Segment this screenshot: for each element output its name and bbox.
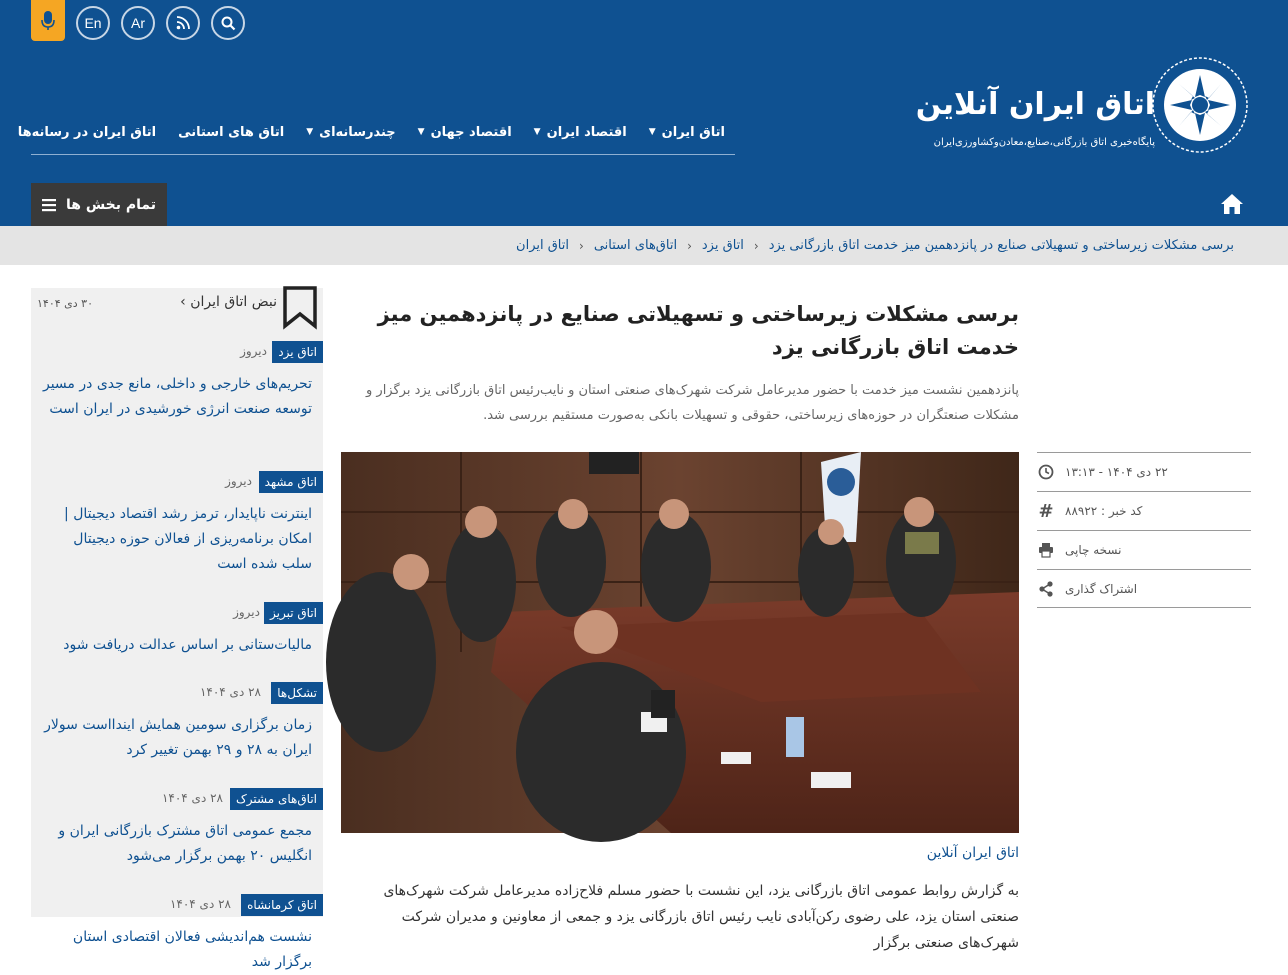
chevron-left-icon: ‹	[753, 238, 759, 253]
breadcrumb-item[interactable]: اتاق ایران	[516, 238, 570, 253]
article-lead: پانزدهمین نشست میز خدمت با حضور مدیرعامل شرکت شهرک‌های صنعتی استان و نایب‌رئیس اتاق بازرگانی یزد برگزار و مشکلات صنعتگران در حوزه‌های زیرساختی، حقوقی و تسهیلات بانکی به‌صورت مستقیم بررسی شد.	[366, 383, 1019, 423]
news-tag[interactable]: اتاق مشهد	[259, 471, 323, 493]
bookmark-icon	[283, 286, 317, 328]
share-icon	[1037, 580, 1055, 598]
nav-item-multimedia[interactable]	[306, 125, 395, 140]
main-navigation	[17, 110, 735, 155]
nav-item-provincial-chambers[interactable]	[178, 125, 284, 140]
meta-code-row	[1037, 491, 1251, 530]
rss-button[interactable]	[166, 6, 200, 40]
nav-item-in-media[interactable]	[18, 125, 156, 140]
lang-ar-button[interactable]: Ar	[121, 6, 155, 40]
article-body: به گزارش روابط عمومی اتاق بازرگانی یزد، این نشست با حضور مسلم فلاح‌زاده مدیرعامل شرکت شهرک‌های صنعتی استان یزد، علی رضوی رکن‌آبادی نایب رئیس اتاق بازرگانی یزد و جمعی از معاونین و مدیران شرکت شهرک‌های صنعتی برگزار	[383, 883, 1019, 951]
meta-date-row	[1037, 452, 1251, 491]
sidebar-header	[31, 288, 323, 334]
news-tag[interactable]: اتاق یزد	[272, 341, 323, 363]
nav-label: چندرسانه‌ای	[319, 124, 396, 140]
home-icon[interactable]	[1220, 193, 1244, 215]
breadcrumb-item[interactable]: اتاق‌های استانی	[593, 238, 678, 253]
breadcrumb-bar	[0, 226, 1288, 265]
news-title[interactable]: تحریم‌های خارجی و داخلی، مانع جدی در مسیر توسعه صنعت انرژی خورشیدی در ایران است	[42, 376, 312, 417]
news-title[interactable]: نشست هم‌اندیشی فعالان اقتصادی استان برگزار شد	[72, 929, 312, 970]
nav-label: اتاق ایران	[661, 124, 725, 140]
lang-en-button[interactable]: En	[76, 6, 110, 40]
sidebar-date: ۳۰ دی ۱۴۰۴	[37, 297, 93, 310]
news-time: ۲۸ دی ۱۴۰۴	[199, 685, 261, 699]
section-bar	[0, 183, 1288, 226]
search-icon	[221, 16, 236, 31]
chevron-down-icon: ▼	[306, 127, 314, 137]
hashtag-icon: #	[1038, 500, 1054, 522]
news-time: دیروز	[225, 474, 252, 488]
nav-item-world-economy[interactable]	[418, 125, 512, 140]
site-logo[interactable]	[915, 55, 1250, 160]
news-title[interactable]: مالیات‌ستانی بر اساس عدالت دریافت شود	[63, 637, 312, 653]
meta-date: ۲۲ دی ۱۴۰۴ - ۱۳:۱۳	[1065, 465, 1168, 479]
breadcrumb-current: برسی مشکلات زیرساختی و تسهیلاتی صنایع در پانزدهمین میز خدمت اتاق بازرگانی یزد	[768, 238, 1234, 253]
news-tag[interactable]: اتاق‌های مشترک	[230, 788, 323, 810]
nav-label: اتاق های استانی	[178, 124, 285, 140]
news-time: دیروز	[233, 605, 260, 619]
printer-icon	[1037, 541, 1055, 559]
hamburger-menu-icon	[42, 199, 56, 211]
meta-code: کد خبر : ۸۸۹۲۲	[1065, 504, 1143, 518]
nav-label: اقتصاد ایران	[546, 124, 627, 140]
news-tag[interactable]: اتاق کرمانشاه	[241, 894, 323, 916]
breadcrumb-item[interactable]: اتاق یزد	[701, 238, 744, 253]
nav-item-iran-chamber[interactable]	[649, 125, 725, 140]
share-label: اشتراک گذاری	[1065, 581, 1138, 596]
sidebar-title-link[interactable]: نبض اتاق ایران ›	[180, 294, 277, 310]
microphone-icon	[41, 11, 55, 31]
share-button[interactable]	[1037, 569, 1251, 608]
microphone-button[interactable]	[31, 0, 65, 41]
meeting-photo-illustration	[341, 452, 1019, 833]
news-title[interactable]: زمان برگزاری سومین همایش ایندااست سولار ایران به ۲۸ و ۲۹ بهمن تغییر کرد	[44, 717, 312, 758]
search-button[interactable]	[211, 6, 245, 40]
news-time: ۲۸ دی ۱۴۰۴	[161, 791, 223, 805]
logo-title: اتاق ایران آنلاین	[915, 87, 1155, 122]
print-label: نسخه چاپی	[1065, 543, 1122, 557]
print-button[interactable]	[1037, 530, 1251, 569]
chevron-down-icon: ▼	[417, 127, 425, 137]
chevron-left-icon: ‹	[579, 238, 584, 253]
news-time: دیروز	[240, 344, 267, 358]
chevron-down-icon: ▼	[648, 127, 656, 137]
nav-label: اتاق ایران در رسانه‌ها	[17, 124, 157, 140]
logo-subtitle: پایگاه‌خبری اتاق بازرگانی،صنایع،معادن‌وکشاورزی‌ایران	[933, 137, 1155, 148]
rss-icon	[176, 16, 190, 30]
sidebar-news-pulse	[31, 288, 323, 970]
all-sections-label: تمام بخش ها	[66, 196, 157, 213]
site-header	[0, 0, 1288, 226]
nav-label: اقتصاد جهان	[430, 124, 512, 140]
article-photo[interactable]	[341, 452, 1019, 833]
clock-icon	[1037, 463, 1055, 481]
sidebar-title: نبض اتاق ایران	[190, 294, 277, 310]
news-tag[interactable]: اتاق تبریز	[264, 602, 323, 624]
article-meta	[1037, 452, 1251, 608]
chevron-down-icon: ▼	[533, 127, 541, 137]
photo-caption: اتاق ایران آنلاین	[926, 845, 1019, 861]
chamber-emblem-icon	[1150, 55, 1250, 155]
news-title[interactable]: اینترنت ناپایدار، ترمز رشد اقتصاد دیجیتال | امکان برنامه‌ریزی از فعالان حوزه دیجیتال سلب شده است	[64, 506, 312, 572]
nav-item-iran-economy[interactable]	[534, 125, 627, 140]
breadcrumb	[516, 226, 1234, 265]
article-title: برسی مشکلات زیرساختی و تسهیلاتی صنایع در پانزدهمین میز خدمت اتاق بازرگانی یزد	[377, 302, 1019, 359]
news-time: ۲۸ دی ۱۴۰۴	[169, 897, 231, 911]
all-sections-button[interactable]	[31, 183, 167, 226]
chevron-left-icon: ‹	[687, 238, 692, 253]
news-title[interactable]: مجمع عمومی اتاق مشترک بازرگانی ایران و انگلیس ۲۰ بهمن برگزار می‌شود	[58, 823, 312, 864]
news-tag[interactable]: تشکل‌ها	[271, 682, 323, 704]
